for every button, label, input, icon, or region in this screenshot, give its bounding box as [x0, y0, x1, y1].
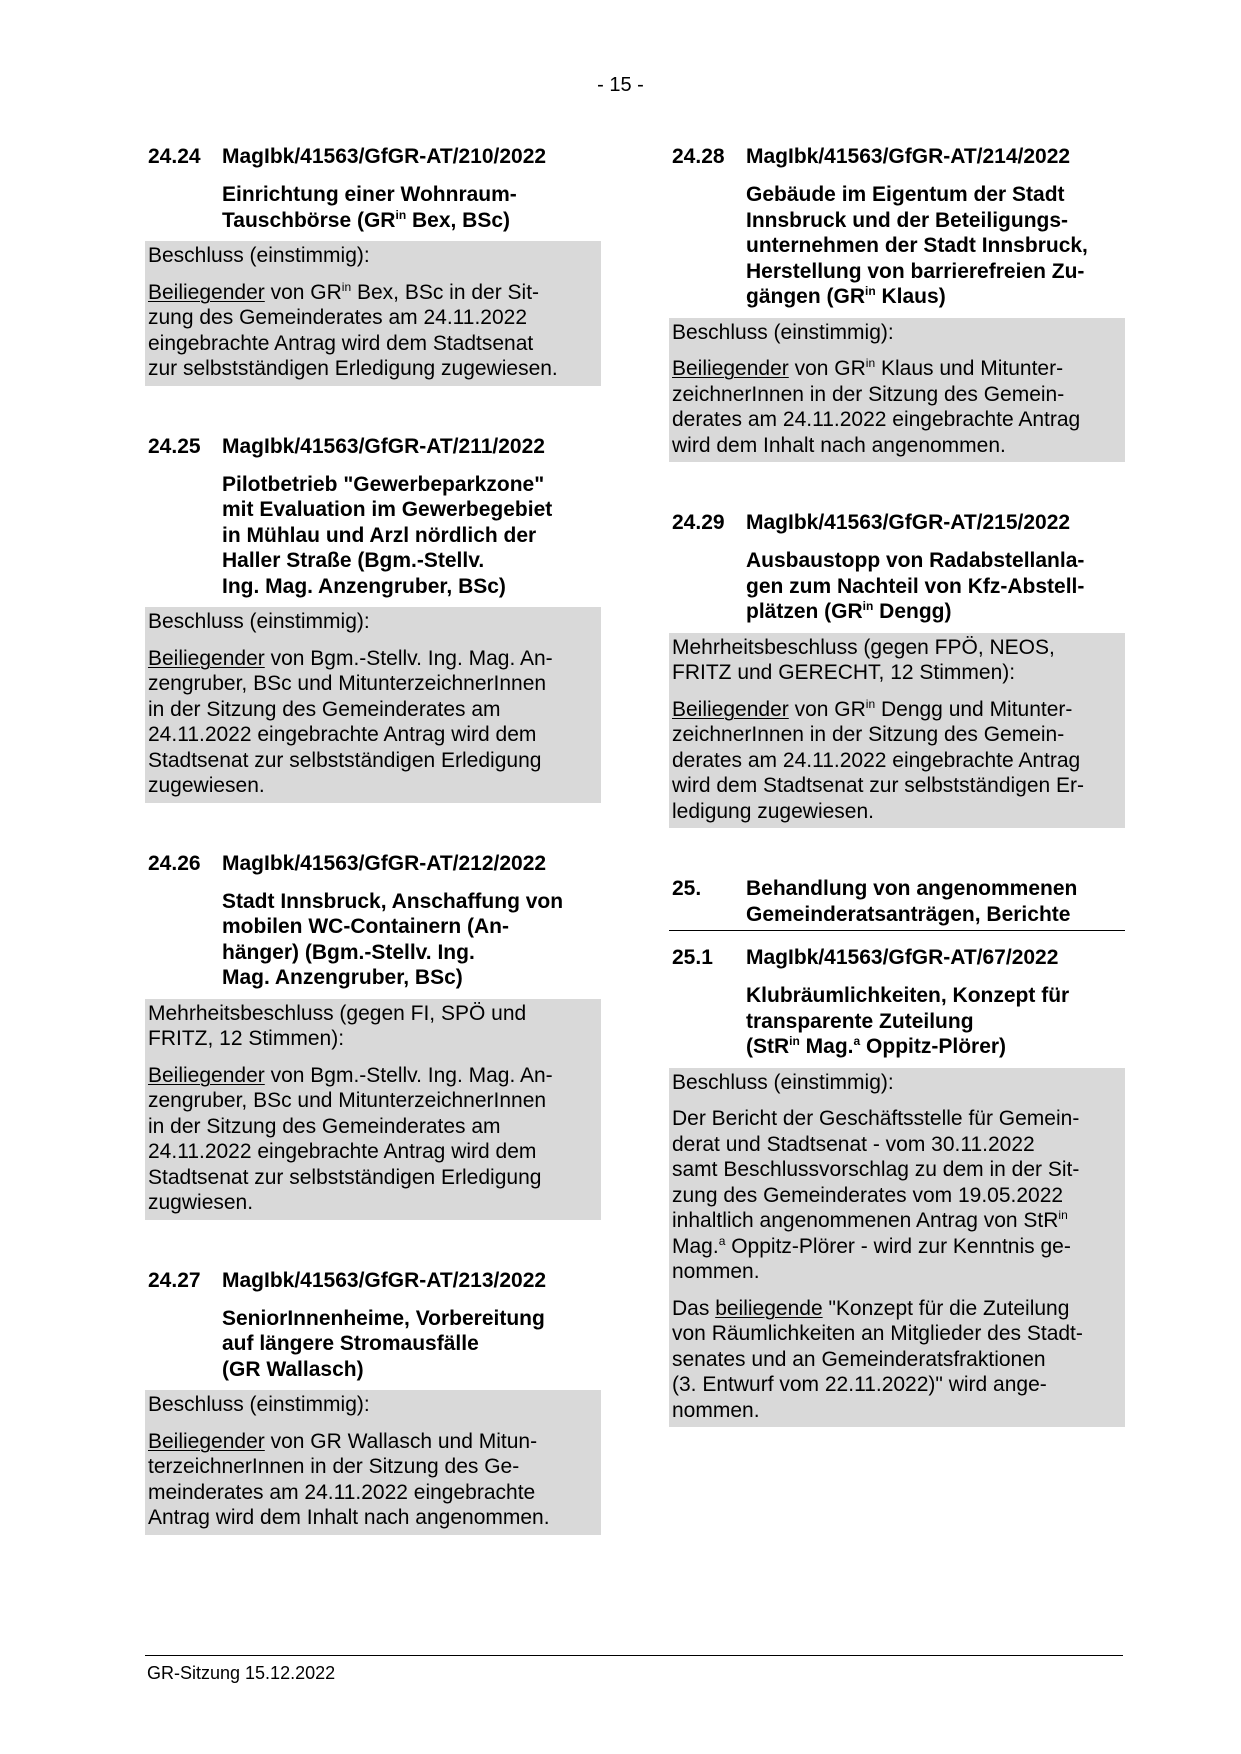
item-reference: MagIbk/41563/GfGR-AT/214/2022: [746, 145, 1071, 168]
left-column: [145, 144, 601, 1583]
item-number: 24.26: [148, 851, 201, 875]
item-number: 24.27: [148, 1268, 201, 1292]
attachment-link: Beiliegender: [148, 646, 265, 670]
attachment-link: Beiliegender: [148, 1429, 265, 1453]
item-title: Pilotbetrieb "Gewerbeparkzone" mit Evaluation im Gewerbegebiet in Mühlau und Arzl nördlich der Haller Straße (Bgm.-Stellv. Ing. Mag. Anzengruber, BSc): [222, 472, 553, 598]
item-number: 24.28: [672, 145, 725, 168]
item-title: Stadt Innsbruck, Anschaffung von mobilen WC-Containern (An- hänger) (Bgm.-Stellv. Ing. Mag. Anzengruber, BSc): [222, 889, 564, 989]
agenda-item-25-1: [669, 945, 1125, 1427]
footer-divider: [145, 1655, 1123, 1656]
item-reference: MagIbk/41563/GfGR-AT/210/2022: [222, 145, 547, 168]
attachment-link: Beiliegender: [672, 357, 789, 380]
agenda-item-24-25: [145, 434, 601, 803]
item-title: Ausbaustopp von Radabstellanla- gen zum Nachteil von Kfz-Abstell- plätzen ($GR^{in}$ Dengg): [746, 549, 1085, 623]
resolution-box: [145, 999, 601, 1220]
resolution-text: Beiliegender von $GR^{in}$ Klaus und Mitunter- zeichnerInnen in der Sitzung des Gemein- derates am 24.11.2022 eingebrachte Antrag wird dem Inhalt nach angenommen.: [672, 356, 1081, 457]
attachment-link: Beiliegender: [672, 697, 789, 721]
attachment-link: Beiliegender: [148, 1063, 265, 1087]
resolution-box: [669, 318, 1125, 463]
resolution-box: [669, 1068, 1125, 1428]
footer-text: GR-Sitzung 15.12.2022: [147, 1663, 336, 1683]
item-number: 24.25: [148, 434, 201, 458]
item-title: Gebäude im Eigentum der Stadt Innsbruck und der Beteiligungs- unternehmen der Stadt Innsbruck, Herstellung von barrierefreien Zu- gängen ($GR^{in}$ Klaus): [746, 183, 1088, 308]
agenda-item-24-26: [145, 851, 601, 1220]
resolution-label: Beschluss (einstimmig):: [672, 320, 894, 344]
resolution-label: Beschluss (einstimmig):: [672, 1070, 894, 1094]
item-reference: MagIbk/41563/GfGR-AT/213/2022: [222, 1268, 547, 1292]
attachment-link: beiliegende: [715, 1296, 823, 1320]
item-number: 24.24: [148, 145, 201, 168]
section-25-heading: [669, 876, 1125, 931]
resolution-box: [669, 633, 1125, 829]
resolution-label: Beschluss (einstimmig):: [148, 610, 370, 633]
resolution-text: Beiliegender von GR Wallasch und Mitun- terzeichnerInnen in der Sitzung des Ge- meinderates am 24.11.2022 eingebrachte Antrag wird dem Inhalt nach angenommen.: [148, 1429, 550, 1529]
item-reference: MagIbk/41563/GfGR-AT/211/2022: [222, 434, 545, 458]
item-number: 25.1: [672, 946, 713, 969]
page-number: - 15 -: [597, 74, 644, 96]
resolution-label: Beschluss (einstimmig):: [148, 244, 370, 267]
resolution-text: Beiliegender von Bgm.-Stellv. Ing. Mag. An- zengruber, BSc und MitunterzeichnerInnen in der Sitzung des Gemeinderates am 24.11.2022 eingebrachte Antrag wird dem Stadtsenat zur selbstständigen Erledigung zugewiesen.: [148, 646, 553, 797]
item-reference: MagIbk/41563/GfGR-AT/215/2022: [746, 511, 1071, 534]
resolution-label: Mehrheitsbeschluss (gegen FPÖ, NEOS, FRITZ und GERECHT, 12 Stimmen):: [672, 635, 1055, 684]
section-title: Behandlung von angenommenen Gemeinderatsanträgen, Berichte: [746, 877, 1078, 926]
item-title: Einrichtung einer Wohnraum- Tauschbörse ($GR^{in}$ Bex, BSc): [222, 183, 517, 232]
section-number: 25.: [672, 877, 702, 900]
item-reference: MagIbk/41563/GfGR-AT/212/2022: [222, 851, 547, 875]
resolution-text-2: Das beiliegende "Konzept für die Zuteilung von Räumlichkeiten an Mitglieder des Stadt- senates und an Gemeinderatsfraktionen (3. Entwurf vom 22.11.2022)" wird ange- nommen.: [672, 1296, 1083, 1422]
resolution-label: Mehrheitsbeschluss (gegen FI, SPÖ und FRITZ, 12 Stimmen):: [148, 1001, 527, 1050]
agenda-item-24-29: [669, 510, 1125, 828]
resolution-text: Beiliegender von $GR^{in}$ Dengg und Mitunter- zeichnerInnen in der Sitzung des Gemein- derates am 24.11.2022 eingebrachte Antrag wird dem Stadtsenat zur selbstständigen Er- ledigung zugewiesen.: [672, 696, 1085, 823]
agenda-item-24-28: [669, 144, 1125, 462]
resolution-box: [145, 241, 601, 386]
resolution-box: [145, 1390, 601, 1535]
resolution-text: Beiliegender von $GR^{in}$ Bex, BSc in der Sit- zung des Gemeinderates am 24.11.2022 eingebrachte Antrag wird dem Stadtsenat zur selbstständigen Erledigung zugewiesen.: [148, 279, 558, 380]
item-number: 24.29: [672, 511, 725, 534]
resolution-box: [145, 607, 601, 803]
resolution-label: Beschluss (einstimmig):: [148, 1393, 370, 1416]
attachment-link: Beiliegender: [148, 280, 265, 304]
item-title: SeniorInnenheime, Vorbereitung auf längere Stromausfälle (GR Wallasch): [222, 1306, 545, 1381]
resolution-text: Beiliegender von Bgm.-Stellv. Ing. Mag. An- zengruber, BSc und MitunterzeichnerInnen in der Sitzung des Gemeinderates am 24.11.2022 eingebrachte Antrag wird dem Stadtsenat zur selbstständigen Erledigung zugwiesen.: [148, 1063, 553, 1214]
agenda-item-24-24: [145, 144, 601, 386]
item-title: Klubräumlichkeiten, Konzept für transparente Zuteilung (StR$^{in}$ Mag.$^a$ Oppitz-Plörer): [746, 984, 1070, 1058]
item-reference: MagIbk/41563/GfGR-AT/67/2022: [746, 946, 1059, 969]
agenda-item-24-27: [145, 1268, 601, 1535]
right-column: [669, 144, 1125, 1475]
resolution-text: Der Bericht der Geschäftsstelle für Gemein- derat und Stadtsenat - vom 30.11.2022 samt Beschlussvorschlag zu dem in der Sit- zung des Gemeinderates vom 19.05.2022 inhaltlich angenommenen Antrag von StR$^{in}$ Mag.$^a$ Oppitz-Plörer - wird zur Kenntnis ge- nommen.: [672, 1107, 1080, 1283]
